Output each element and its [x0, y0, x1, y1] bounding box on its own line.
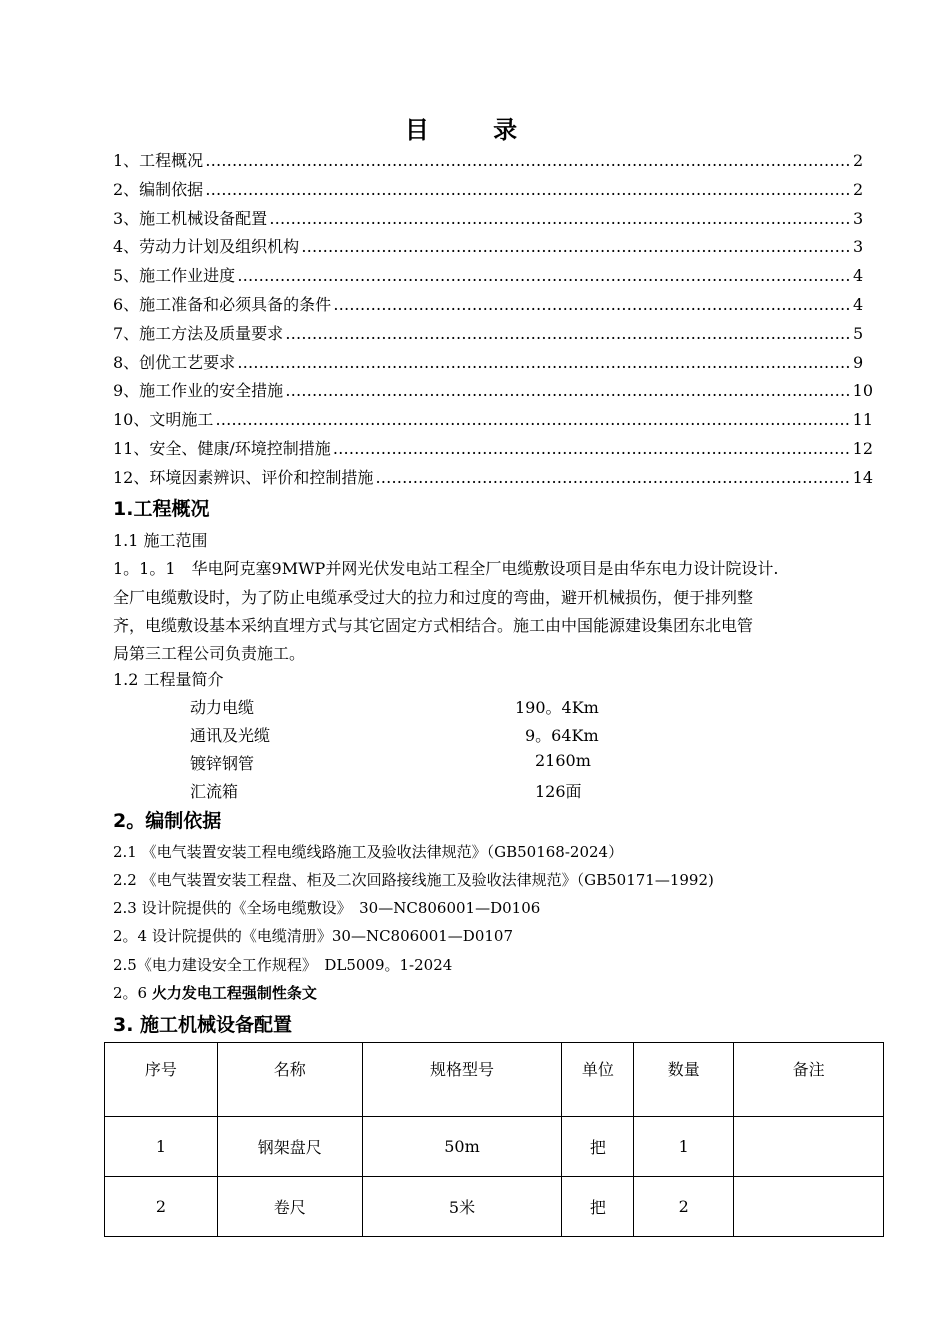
toc-item-page: 3 — [853, 237, 864, 257]
toc-item[interactable] — [113, 407, 873, 436]
toc-item-page: 4 — [853, 266, 864, 286]
toc-leader-dots — [333, 295, 851, 314]
reference-item: 2。4 设计院提供的《电缆清册》30—NC806001—D0107 — [113, 927, 514, 945]
toc-leader-dots — [301, 237, 851, 256]
paragraph-line: 全厂电缆敷设时，为了防止电缆承受过大的拉力和过度的弯曲，避开机械损伤，便于排列整 — [113, 588, 754, 607]
column-header: 备注 — [734, 1043, 884, 1117]
toc-item[interactable] — [113, 465, 873, 494]
column-header: 序号 — [105, 1043, 218, 1117]
toc-item-page: 12 — [852, 438, 873, 458]
toc-item-label: 5、施工作业进度 — [113, 266, 236, 286]
toc-item-label: 4、劳动力计划及组织机构 — [113, 237, 300, 257]
toc-item[interactable] — [113, 234, 873, 263]
table-cell — [734, 1117, 884, 1177]
toc-item-label: 10、文明施工 — [113, 410, 214, 430]
table-cell: 5米 — [362, 1177, 562, 1237]
table-cell: 2 — [105, 1177, 218, 1237]
toc-item-page: 4 — [853, 294, 864, 314]
section-1-1-heading: 1.1 施工范围 — [113, 531, 208, 550]
quantity-name: 通讯及光缆 — [190, 726, 271, 745]
toc-title: 目 录 — [404, 116, 546, 144]
toc-leader-dots — [269, 209, 851, 228]
table-row — [105, 1117, 884, 1177]
reference-item-number: 2。6 — [113, 984, 152, 1002]
reference-item: 2.1 《电气装置安装工程电缆线路施工及验收法律规范》（GB50168-2024） — [113, 843, 624, 861]
toc-leader-dots — [205, 180, 851, 199]
quantity-value: 190。4Km — [515, 698, 599, 717]
reference-item: 2.2 《电气装置安装工程盘、柜及二次回路接线施工及验收法律规范》（GB50171—1992) — [113, 871, 714, 889]
quantity-name: 动力电缆 — [190, 698, 255, 717]
toc-item[interactable] — [113, 292, 873, 321]
quantity-value: 2160m — [535, 751, 591, 770]
quantity-name: 镀锌钢管 — [190, 754, 255, 773]
toc-item-label: 7、施工方法及质量要求 — [113, 323, 284, 343]
toc-leader-dots — [215, 410, 850, 429]
column-header: 名称 — [217, 1043, 362, 1117]
toc-leader-dots — [237, 266, 851, 285]
equipment-table — [104, 1042, 884, 1237]
toc-item-page: 10 — [852, 381, 873, 401]
table-cell — [734, 1177, 884, 1237]
quantity-value: 9。64Km — [525, 726, 599, 745]
toc-item-label: 12、环境因素辨识、评价和控制措施 — [113, 467, 374, 487]
column-header: 单位 — [562, 1043, 634, 1117]
table-cell: 把 — [562, 1117, 634, 1177]
toc-item[interactable] — [113, 148, 873, 177]
table-cell: 卷尺 — [217, 1177, 362, 1237]
section-1-2-heading: 1.2 工程量简介 — [113, 670, 224, 689]
section-3-heading: 3. 施工机械设备配置 — [113, 1014, 293, 1036]
paragraph-line: 1。1。1 华电阿克塞9MWP并网光伏发电站工程全厂电缆敷设项目是由华东电力设计院设计. — [113, 559, 779, 578]
table-header-row — [105, 1043, 884, 1117]
toc-item-label: 8、创优工艺要求 — [113, 352, 236, 372]
column-header: 数量 — [634, 1043, 734, 1117]
table-row — [105, 1177, 884, 1237]
reference-item: 2.5《电力建设安全工作规程》 DL5009。1-2024 — [113, 956, 453, 974]
toc-leader-dots — [237, 353, 851, 372]
toc-item[interactable] — [113, 177, 873, 206]
table-cell: 把 — [562, 1177, 634, 1237]
section-2-heading: 2。编制依据 — [113, 810, 222, 832]
toc-item-label: 6、施工准备和必须具备的条件 — [113, 294, 332, 314]
toc-item[interactable] — [113, 350, 873, 379]
toc-item-label: 1、工程概况 — [113, 151, 204, 170]
paragraph-line: 局第三工程公司负责施工。 — [113, 644, 306, 663]
reference-item — [113, 982, 317, 1003]
toc-leader-dots — [285, 324, 851, 343]
reference-item: 2.3 设计院提供的《全场电缆敷设》 30—NC806001—D0106 — [113, 899, 541, 917]
table-cell: 1 — [105, 1117, 218, 1177]
column-header: 规格型号 — [362, 1043, 562, 1117]
quantity-name: 汇流箱 — [190, 782, 239, 801]
quantity-value: 126面 — [535, 782, 582, 801]
toc-item-page: 11 — [852, 410, 873, 430]
table-cell: 1 — [634, 1117, 734, 1177]
toc-item-page: 5 — [853, 323, 864, 343]
toc-item[interactable] — [113, 378, 873, 407]
section-1-heading: 1.工程概况 — [113, 498, 210, 520]
paragraph-line: 齐，电缆敷设基本采纳直埋方式与其它固定方式相结合。施工由中国能源建设集团东北电管 — [113, 616, 754, 635]
toc-item[interactable] — [113, 206, 873, 235]
toc-leader-dots — [205, 151, 851, 170]
toc-item[interactable] — [113, 263, 873, 292]
toc-leader-dots — [375, 468, 850, 487]
toc-item-page: 2 — [853, 179, 864, 199]
toc-item[interactable] — [113, 321, 873, 350]
toc-item-page: 14 — [852, 467, 873, 487]
toc-item-page: 9 — [853, 352, 864, 372]
toc-item-label: 11、安全、健康/环境控制措施 — [113, 438, 331, 458]
table-cell: 50m — [362, 1117, 562, 1177]
reference-item-title: 火力发电工程强制性条文 — [151, 984, 317, 1002]
toc-leader-dots — [285, 381, 850, 400]
toc-leader-dots — [333, 439, 851, 458]
toc-item[interactable] — [113, 436, 873, 465]
toc-item-label: 9、施工作业的安全措施 — [113, 381, 284, 401]
table-of-contents — [113, 148, 873, 494]
toc-item-page: 3 — [853, 208, 864, 228]
table-cell: 2 — [634, 1177, 734, 1237]
toc-item-label: 3、施工机械设备配置 — [113, 208, 268, 228]
toc-item-page: 2 — [853, 151, 864, 170]
toc-item-label: 2、编制依据 — [113, 179, 204, 199]
table-cell: 钢架盘尺 — [217, 1117, 362, 1177]
